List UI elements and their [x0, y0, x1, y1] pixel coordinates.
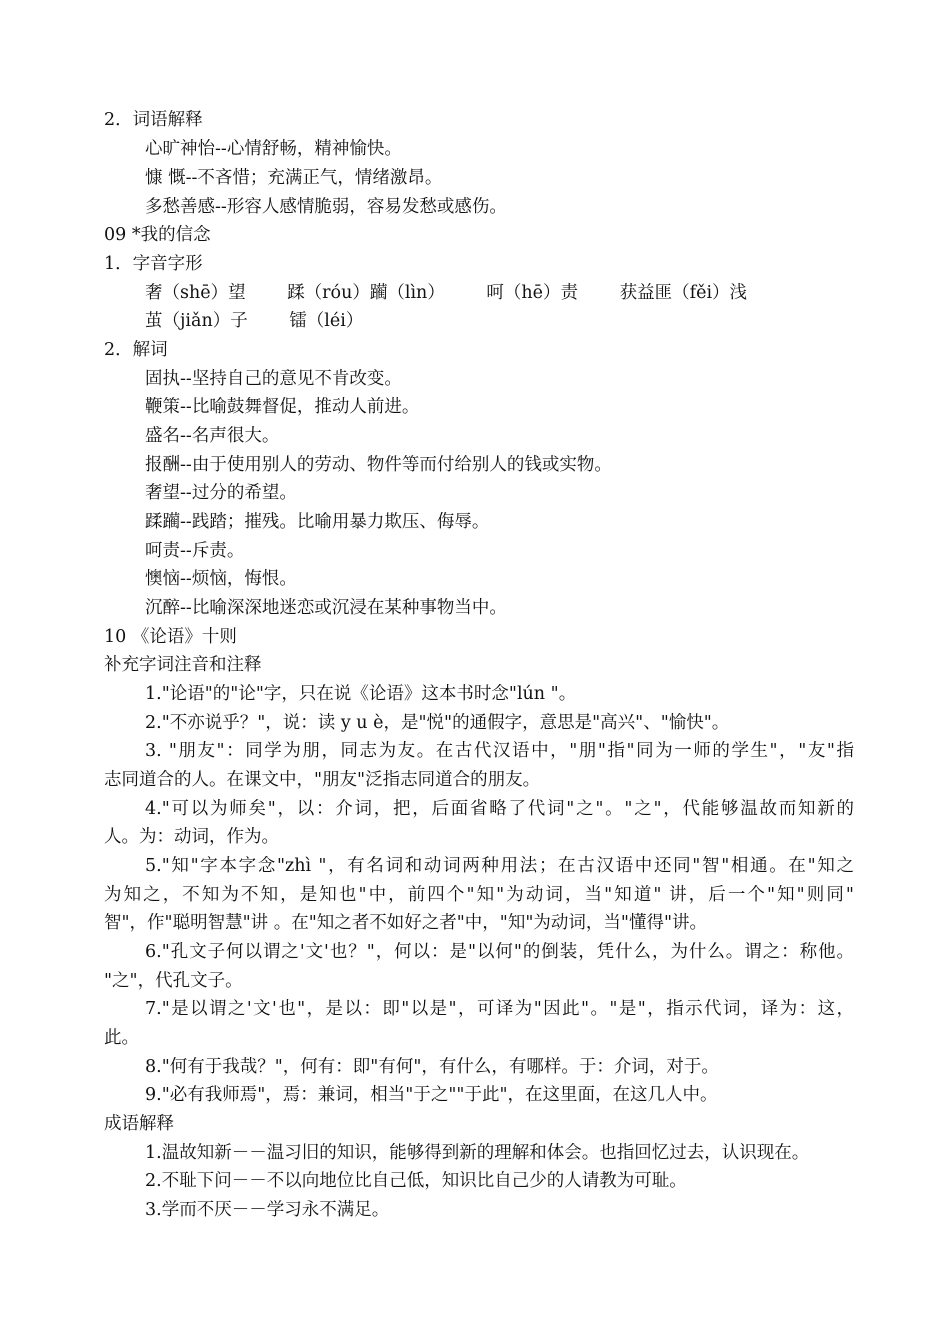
vocab-item: 呵责--斥责。: [145, 541, 245, 561]
note-item-continued: 志同道合的人。在课文中，"朋友"泛指志同道合的朋友。: [104, 770, 541, 790]
note-item-continued: 为知之，不知为不知，是知也"中，前四个"知"为动词，当"知道" 讲，后一个"知"则同": [104, 885, 854, 905]
lesson-title-09: 09 *我的信念: [104, 225, 211, 245]
vocab-item: 固执--坚持自己的意见不肯改变。: [145, 369, 402, 389]
term-item: 慷 慨--不吝惜；充满正气，情绪激昂。: [145, 168, 443, 188]
note-item-continued: 智"，作"聪明智慧"讲 。在"知之者不如好之者"中，"知"为动词，当"懂得"讲。: [104, 913, 708, 933]
vocab-item: 奢望--过分的希望。: [145, 483, 297, 503]
note-item: 3. "朋友"：同学为朋，同志为友。在古代汉语中，"朋"指"同为一师的学生"，"友"指: [145, 741, 854, 761]
note-item: 6."孔文子何以谓之'文'也？"，何以：是"以何"的倒装，凭什么，为什么。谓之：称他。: [145, 942, 854, 962]
vocab-item: 蹂躏--践踏；摧残。比喻用暴力欺压、侮辱。: [145, 512, 490, 532]
idiom-heading: 成语解释: [104, 1114, 174, 1134]
pronunciation-heading: 1．字音字形: [104, 254, 203, 274]
vocab-item: 沉醉--比喻深深地迷恋或沉浸在某种事物当中。: [145, 598, 507, 618]
term-item: 心旷神怡--心情舒畅，精神愉快。: [145, 139, 402, 159]
pronunciation-row: [145, 307, 854, 336]
section-heading-terms: 2．词语解释: [104, 110, 203, 130]
pronunciation-entry: 奢（shē）望: [145, 283, 246, 303]
pronunciation-entry: 茧（jiǎn）子: [145, 311, 248, 331]
note-item: 9."必有我师焉"，焉：兼词，相当"于之""于此"，在这里面，在这几人中。: [145, 1085, 718, 1105]
vocab-item: 鞭策--比喻鼓舞督促，推动人前进。: [145, 397, 420, 417]
vocab-item: 报酬--由于使用别人的劳动、物件等而付给别人的钱或实物。: [145, 455, 612, 475]
pronunciation-entry: 蹂（róu）躏（lìn）: [287, 283, 445, 303]
lesson-title-10: 10 《论语》十则: [104, 627, 237, 647]
note-item-continued: 人。为：动词，作为。: [104, 827, 279, 847]
idiom-item: 1.温故知新－－温习旧的知识，能够得到新的理解和体会。也指回忆过去，认识现在。: [145, 1143, 810, 1163]
note-item-continued: "之"，代孔文子。: [104, 971, 243, 991]
idiom-item: 3.学而不厌－－学习永不满足。: [145, 1200, 390, 1220]
note-item: 2."不亦说乎？"，说：读 y u è，是"悦"的通假字，意思是"高兴"、"愉快"。: [145, 713, 730, 733]
idiom-item: 2.不耻下问－－不以向地位比自己低，知识比自己少的人请教为可耻。: [145, 1171, 687, 1191]
note-item: 4."可以为师矣"，以：介词，把，后面省略了代词"之"。"之"，代能够温故而知新的: [145, 799, 854, 819]
note-item: 7."是以谓之'文'也"，是以：即"以是"，可译为"因此"。"是"，指示代词，译为：这，: [145, 999, 854, 1019]
note-item: 1."论语"的"论"字，只在说《论语》这本书时念"lún "。: [145, 684, 577, 704]
pronunciation-entry: 呵（hē）责: [486, 283, 579, 303]
notes-heading: 补充字词注音和注释: [104, 655, 262, 675]
pronunciation-row: [145, 279, 854, 308]
pronunciation-entry: 镭（léi）: [289, 311, 364, 331]
note-item-continued: 此。: [104, 1028, 139, 1048]
note-item: 5."知"字本字念"zhì "，有名词和动词两种用法；在古汉语中还同"智"相通。在"知之: [145, 856, 854, 876]
note-item: 8."何有于我哉？"，何有：即"有何"，有什么，有哪样。于：介词，对于。: [145, 1057, 719, 1077]
vocab-heading: 2．解词: [104, 340, 168, 360]
vocab-item: 盛名--名声很大。: [145, 426, 280, 446]
vocab-item: 懊恼--烦恼，悔恨。: [145, 569, 297, 589]
term-item: 多愁善感--形容人感情脆弱，容易发愁或感伤。: [145, 197, 507, 217]
pronunciation-entry: 获益匪（fěi）浅: [619, 283, 748, 303]
